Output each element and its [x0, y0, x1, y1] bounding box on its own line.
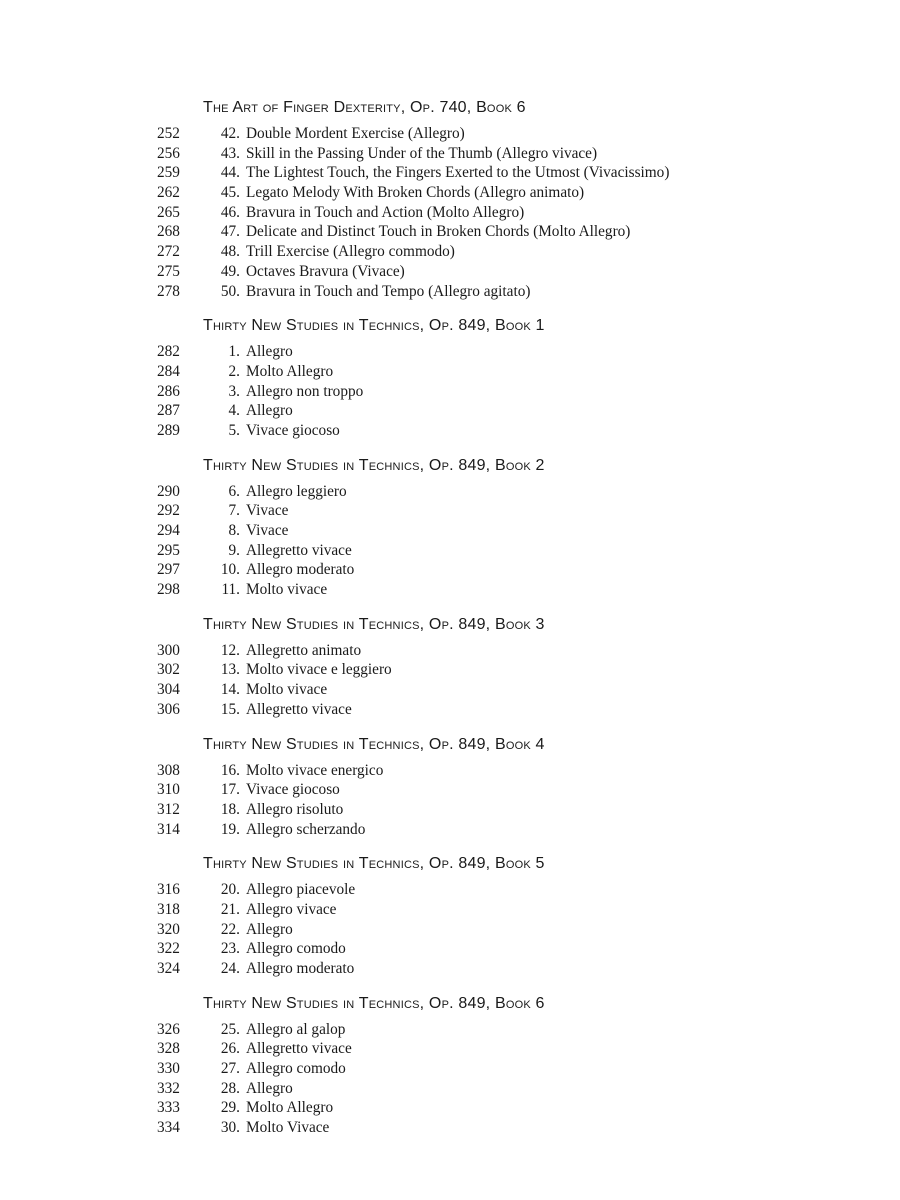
study-title: Allegretto animato	[246, 641, 362, 659]
study-number: 9.	[228, 541, 240, 559]
section-gap	[0, 839, 900, 850]
study-title: Allegretto vivace	[246, 700, 352, 718]
section-heading: The Art of Finger Dexterity, Op. 740, Book 6	[203, 99, 526, 116]
study-number: 23.	[220, 940, 240, 958]
study-number: 45.	[220, 184, 240, 202]
section-gap	[0, 441, 900, 452]
study-title: Double Mordent Exercise (Allegro)	[246, 125, 465, 142]
section-heading: Thirty New Studies in Technics, Op. 849, Book 1	[203, 317, 545, 335]
study-title: Bravura in Touch and Action (Molto Allegro)	[246, 203, 525, 221]
study-title: Allegro al galop	[246, 1020, 346, 1038]
study-title: Skill in the Passing Under of the Thumb (Allegro vivace)	[246, 144, 598, 162]
study-title: Vivace	[246, 502, 289, 520]
toc-entry	[0, 761, 900, 781]
page-number: 292	[157, 502, 180, 520]
page-number: 306	[157, 700, 180, 718]
toc-entry	[0, 183, 900, 203]
study-number: 3.	[228, 382, 240, 400]
page-number: 289	[157, 421, 180, 439]
study-number: 20.	[220, 881, 240, 899]
study-title: Delicate and Distinct Touch in Broken Chords (Molto Allegro)	[246, 223, 631, 241]
study-number: 30.	[220, 1119, 240, 1137]
page-number: 298	[157, 581, 180, 599]
study-number: 42.	[220, 125, 240, 142]
toc-entry	[0, 501, 900, 521]
study-title: Allegro comodo	[246, 1060, 346, 1078]
page-number: 316	[157, 881, 180, 899]
toc-entry	[0, 900, 900, 920]
toc-entry	[0, 342, 900, 362]
study-title: Molto vivace	[246, 581, 328, 599]
page-number: 262	[157, 184, 180, 202]
toc-section	[0, 611, 900, 720]
study-number: 44.	[220, 164, 240, 182]
study-title: Trill Exercise (Allegro commodo)	[246, 243, 455, 261]
toc-entry	[0, 580, 900, 600]
study-title: Allegro moderato	[246, 960, 355, 977]
study-title: Vivace giocoso	[246, 421, 340, 439]
study-title: Allegro vivace	[246, 900, 337, 918]
study-title: Allegro non troppo	[246, 382, 364, 400]
study-number: 18.	[220, 800, 240, 818]
study-number: 7.	[228, 502, 240, 520]
toc-entry	[0, 959, 900, 979]
section-gap	[0, 979, 900, 990]
page-number: 324	[157, 960, 180, 977]
study-number: 8.	[228, 522, 240, 539]
study-number: 1.	[228, 343, 240, 361]
study-title: The Lightest Touch, the Fingers Exerted to the Utmost (Vivacissimo)	[246, 164, 670, 182]
page-number: 294	[157, 522, 180, 539]
study-title: Allegro piacevole	[246, 881, 356, 899]
toc-entry	[0, 144, 900, 164]
toc-entry	[0, 920, 900, 940]
toc-entry	[0, 939, 900, 959]
section-gap	[0, 600, 900, 611]
toc-entry	[0, 382, 900, 402]
study-number: 4.	[228, 402, 240, 420]
study-number: 28.	[220, 1079, 240, 1097]
page-number: 302	[157, 661, 180, 679]
study-number: 2.	[228, 362, 240, 380]
study-number: 22.	[220, 920, 240, 938]
page-number: 330	[157, 1060, 180, 1078]
page-number: 272	[157, 243, 180, 261]
toc-entry	[0, 421, 900, 441]
section-gap	[0, 720, 900, 731]
study-title: Allegro	[246, 1079, 293, 1097]
toc-section	[0, 452, 900, 600]
toc-entry	[0, 163, 900, 183]
page-number: 310	[157, 781, 180, 799]
toc-entry	[0, 660, 900, 680]
study-number: 21.	[220, 900, 240, 918]
study-number: 16.	[220, 761, 240, 779]
page-number: 297	[157, 561, 180, 579]
study-number: 14.	[220, 681, 240, 699]
toc-entry	[0, 362, 900, 382]
toc-entry	[0, 1079, 900, 1099]
study-number: 27.	[220, 1060, 240, 1078]
toc-entry	[0, 262, 900, 282]
section-heading: Thirty New Studies in Technics, Op. 849, Book 4	[203, 735, 545, 753]
study-title: Octaves Bravura (Vivace)	[246, 262, 405, 280]
toc-entry	[0, 641, 900, 661]
page-number: 286	[157, 382, 180, 400]
study-title: Vivace	[246, 522, 289, 539]
study-title: Vivace giocoso	[246, 781, 340, 799]
study-number: 48.	[220, 243, 240, 261]
study-title: Molto Vivace	[246, 1119, 330, 1137]
page-number: 284	[157, 362, 180, 380]
page-number: 314	[157, 820, 180, 838]
toc-entry	[0, 700, 900, 720]
page-number: 287	[157, 402, 180, 420]
toc-section	[0, 731, 900, 840]
study-number: 49.	[220, 262, 240, 280]
study-title: Bravura in Touch and Tempo (Allegro agitato)	[246, 282, 531, 300]
toc-entry	[0, 680, 900, 700]
page-number: 290	[157, 482, 180, 500]
toc-entry	[0, 242, 900, 262]
section-heading: Thirty New Studies in Technics, Op. 849, Book 5	[203, 855, 545, 873]
page-number: 304	[157, 681, 180, 699]
study-number: 10.	[220, 561, 240, 579]
study-title: Allegretto vivace	[246, 541, 352, 559]
toc-entry	[0, 880, 900, 900]
study-title: Allegro comodo	[246, 940, 346, 958]
study-number: 5.	[228, 421, 240, 439]
page-number: 320	[157, 920, 180, 938]
toc-entry	[0, 820, 900, 840]
page-number: 308	[157, 761, 180, 779]
page-number: 334	[157, 1119, 180, 1137]
toc-entry	[0, 800, 900, 820]
section-heading: Thirty New Studies in Technics, Op. 849, Book 6	[203, 994, 545, 1012]
study-number: 6.	[228, 482, 240, 500]
toc-entry	[0, 780, 900, 800]
toc-entry	[0, 222, 900, 242]
study-number: 24.	[220, 960, 240, 977]
study-number: 15.	[220, 700, 240, 718]
study-number: 26.	[220, 1040, 240, 1058]
page-number: 295	[157, 541, 180, 559]
page-number: 333	[157, 1099, 180, 1117]
study-title: Molto vivace	[246, 681, 328, 699]
toc-entry	[0, 124, 900, 144]
study-title: Allegro	[246, 343, 293, 361]
toc-section	[0, 990, 900, 1138]
page-number: 318	[157, 900, 180, 918]
toc-entry	[0, 1118, 900, 1138]
toc-entry	[0, 541, 900, 561]
study-title: Molto vivace e leggiero	[246, 661, 392, 679]
study-number: 25.	[220, 1020, 240, 1038]
study-title: Legato Melody With Broken Chords (Allegro animato)	[246, 184, 585, 202]
toc-section	[0, 850, 900, 978]
study-number: 19.	[220, 820, 240, 838]
study-title: Allegro leggiero	[246, 482, 347, 500]
toc-entry	[0, 1020, 900, 1040]
toc-entry	[0, 1098, 900, 1118]
study-title: Molto vivace energico	[246, 761, 384, 779]
toc-entry	[0, 560, 900, 580]
toc-entry	[0, 203, 900, 223]
toc-entry	[0, 521, 900, 541]
study-number: 46.	[220, 203, 240, 221]
page-number: 268	[157, 223, 180, 241]
page-number: 265	[157, 203, 180, 221]
section-gap	[0, 301, 900, 312]
study-number: 47.	[220, 223, 240, 241]
page-number: 328	[157, 1040, 180, 1058]
toc-section	[0, 312, 900, 440]
toc-entry	[0, 1039, 900, 1059]
study-title: Molto Allegro	[246, 1099, 334, 1117]
toc-entry	[0, 282, 900, 302]
page-number: 322	[157, 940, 180, 958]
toc-entry	[0, 401, 900, 421]
study-title: Allegro risoluto	[246, 800, 344, 818]
section-heading: Thirty New Studies in Technics, Op. 849, Book 3	[203, 615, 545, 633]
study-title: Allegro moderato	[246, 561, 355, 579]
study-number: 12.	[220, 641, 240, 659]
study-title: Allegro	[246, 920, 293, 938]
study-number: 29.	[220, 1099, 240, 1117]
page-number: 256	[157, 144, 180, 162]
page-number: 278	[157, 282, 180, 300]
page-number: 252	[157, 125, 180, 142]
table-of-contents	[0, 94, 900, 1138]
section-heading: Thirty New Studies in Technics, Op. 849, Book 2	[203, 456, 545, 474]
study-title: Allegro	[246, 402, 293, 420]
page-number: 326	[157, 1020, 180, 1038]
page-number: 282	[157, 343, 180, 361]
page-number: 312	[157, 800, 180, 818]
study-number: 50.	[220, 282, 240, 300]
study-title: Molto Allegro	[246, 362, 334, 380]
study-number: 11.	[221, 581, 240, 599]
toc-section	[0, 94, 900, 301]
study-title: Allegro scherzando	[246, 820, 366, 838]
study-title: Allegretto vivace	[246, 1040, 352, 1058]
page-number: 259	[157, 164, 180, 182]
toc-entry	[0, 1059, 900, 1079]
study-number: 43.	[220, 144, 240, 162]
study-number: 13.	[220, 661, 240, 679]
page-number: 332	[157, 1079, 180, 1097]
study-number: 17.	[220, 781, 240, 799]
page-number: 300	[157, 641, 180, 659]
page-number: 275	[157, 262, 180, 280]
toc-entry	[0, 482, 900, 502]
